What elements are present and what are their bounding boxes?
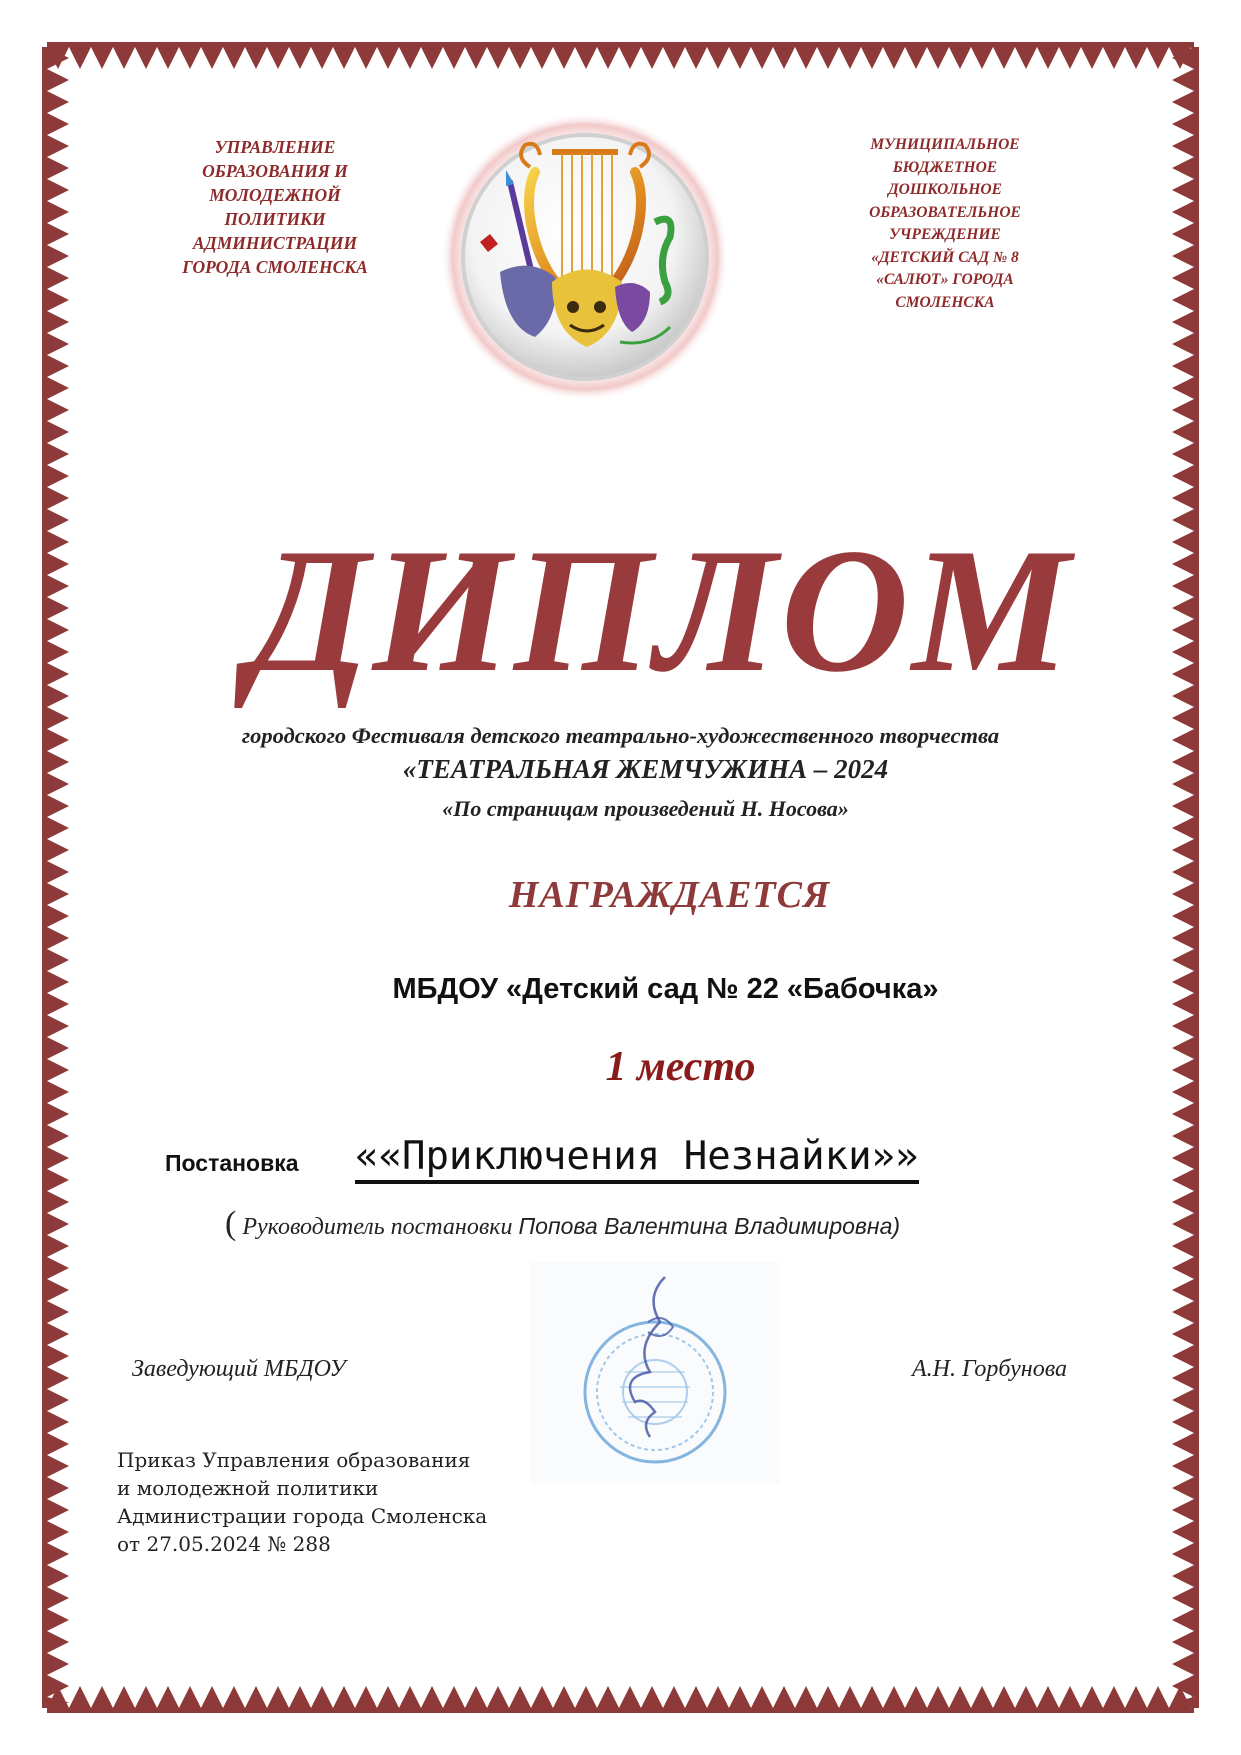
show-title: ««Приключения Незнайки»»	[355, 1134, 919, 1184]
organizer-right-line: УЧРЕЖДЕНИЕ	[889, 226, 1001, 243]
place-award: 1 место	[605, 1044, 756, 1090]
order-line: от 27.05.2024 № 288	[117, 1532, 331, 1556]
organizer-left-line: ОБРАЗОВАНИЯ И	[202, 161, 348, 181]
signatory-name: А.Н. Горбунова	[912, 1356, 1067, 1382]
show-label: Постановка	[165, 1150, 299, 1176]
organizer-left-line: ПОЛИТИКИ	[224, 209, 326, 229]
order-line: Администрации города Смоленска	[117, 1504, 488, 1528]
recipient-name: МБДОУ «Детский сад № 22 «Бабочка»	[392, 973, 939, 1005]
organizer-left	[160, 135, 390, 279]
organizer-left-line: ГОРОДА СМОЛЕНСКА	[182, 257, 368, 277]
organizer-right-line: «ДЕТСКИЙ САД № 8	[871, 248, 1019, 266]
lyre-theatre-masks-emblem-icon	[440, 112, 730, 402]
festival-name: «ТЕАТРАЛЬНАЯ ЖЕМЧУЖИНА – 2024	[402, 754, 889, 784]
organizer-right-line: ОБРАЗОВАТЕЛЬНОЕ	[869, 203, 1021, 221]
order-line: Приказ Управления образования	[117, 1448, 471, 1472]
director-line	[225, 1205, 900, 1243]
round-seal-stamp-with-signature-icon	[530, 1262, 780, 1484]
organizer-right-line: МУНИЦИПАЛЬНОЕ	[870, 136, 1020, 153]
director-name: Попова Валентина Владимировна)	[518, 1213, 901, 1239]
organizer-right-line: «САЛЮТ» ГОРОДА	[876, 271, 1014, 288]
organizer-right-line: СМОЛЕНСКА	[895, 293, 995, 311]
festival-theme: «По страницам произведений Н. Носова»	[442, 796, 849, 821]
signatory-position: Заведующий МБДОУ	[132, 1356, 346, 1382]
director-paren: (	[225, 1205, 237, 1242]
diploma-title: ДИПЛОМ	[247, 511, 1074, 709]
awarded-heading: НАГРАЖДАЕТСЯ	[508, 874, 831, 916]
organizer-left-line: МОЛОДЕЖНОЙ	[209, 185, 341, 205]
organizer-left-line: УПРАВЛЕНИЕ	[214, 137, 336, 157]
organizer-right	[840, 134, 1050, 314]
order-reference	[117, 1446, 487, 1558]
organizer-right-line: БЮДЖЕТНОЕ	[892, 158, 998, 176]
order-line: и молодежной политики	[117, 1476, 379, 1500]
festival-line: городского Фестиваля детского театрально-художественного творчества	[241, 723, 1000, 748]
director-role: Руководитель постановки	[242, 1214, 513, 1240]
organizer-left-line: АДМИНИСТРАЦИИ	[192, 233, 358, 253]
organizer-right-line: ДОШКОЛЬНОЕ	[888, 181, 1002, 198]
